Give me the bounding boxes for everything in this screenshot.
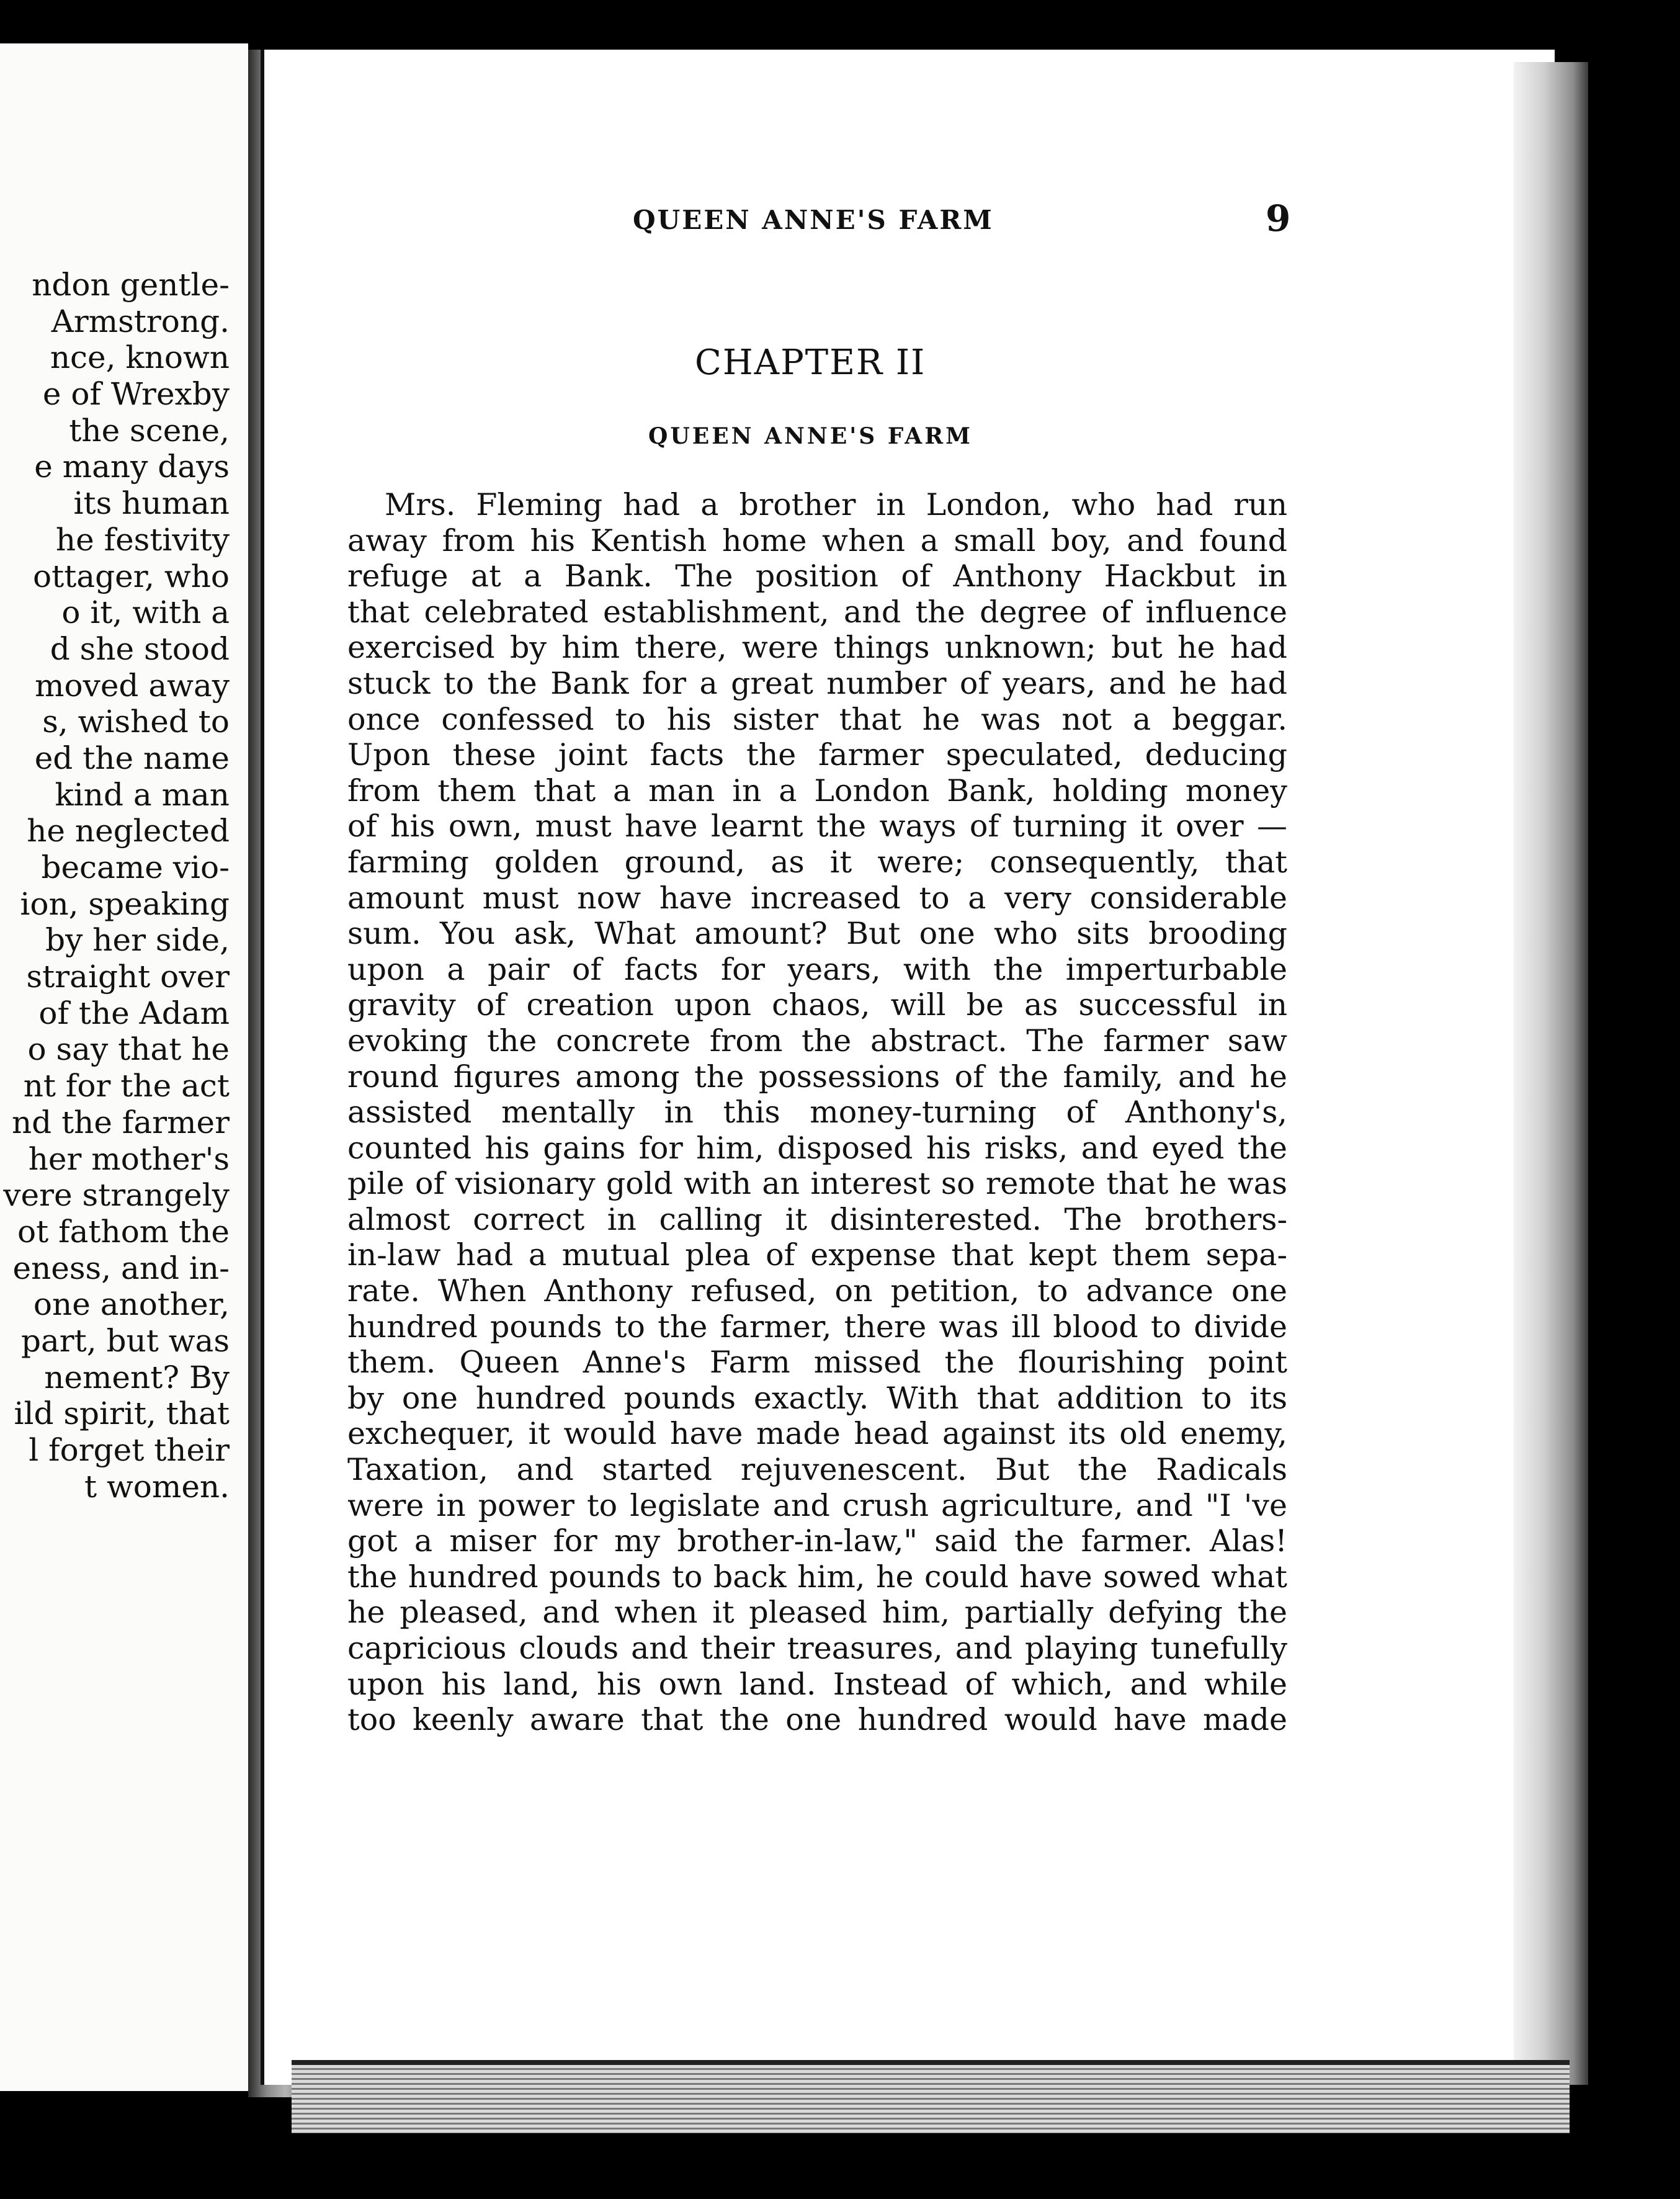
- body-text: [347, 487, 1287, 1738]
- body-line: the hundred pounds to back him, he could have sowed what: [347, 1559, 1287, 1595]
- chapter-title: CHAPTER II: [695, 343, 926, 383]
- left-page-line: nd the farmer: [11, 1104, 230, 1140]
- body-line: rate. When Anthony refused, on petition, to advance one: [347, 1273, 1287, 1309]
- left-page-line: l forget their: [29, 1432, 230, 1468]
- body-line: by one hundred pounds exactly. With that addition to its: [347, 1380, 1287, 1416]
- body-line: once confessed to his sister that he was not a beggar.: [347, 701, 1287, 737]
- page-fore-edge: [1514, 62, 1588, 2085]
- left-page-line: e many days: [34, 449, 230, 485]
- left-page-line: became vio-: [41, 849, 230, 885]
- left-page-line: straight over: [26, 959, 230, 995]
- page-bottom-edge: [292, 2060, 1570, 2133]
- left-page-line: the scene,: [69, 412, 230, 449]
- body-line: that celebrated establishment, and the degree of influence: [347, 594, 1287, 630]
- left-page-line: her mother's: [28, 1140, 230, 1177]
- body-line: were in power to legislate and crush agriculture, and "I 've: [347, 1487, 1287, 1523]
- body-line: Upon these joint facts the farmer speculated, deducing: [347, 737, 1287, 773]
- left-page-line: of the Adam: [38, 995, 230, 1031]
- body-line: exchequer, it would have made head against its old enemy,: [347, 1416, 1287, 1452]
- body-line: gravity of creation upon chaos, will be as successful in: [347, 987, 1287, 1023]
- body-line: upon a pair of facts for years, with the imperturbable: [347, 951, 1287, 987]
- body-line: he pleased, and when it pleased him, partially defying the: [347, 1595, 1287, 1631]
- body-line: hundred pounds to the farmer, there was ill blood to divide: [347, 1309, 1287, 1345]
- page-number: 9: [1266, 197, 1291, 240]
- body-line: farming golden ground, as it were; consequently, that: [347, 844, 1287, 880]
- body-line: evoking the concrete from the abstract. The farmer saw: [347, 1023, 1287, 1059]
- left-page-line: ndon gentle-: [32, 267, 230, 303]
- running-head: QUEEN ANNE'S FARM: [633, 205, 994, 235]
- left-page-line: kind a man: [55, 776, 230, 813]
- body-line: away from his Kentish home when a small boy, and found: [347, 522, 1287, 558]
- body-line: from them that a man in a London Bank, holding money: [347, 773, 1287, 808]
- left-page-line: by her side,: [45, 922, 230, 959]
- left-page: [0, 43, 248, 2091]
- body-line: of his own, must have learnt the ways of turning it over —: [347, 808, 1287, 844]
- left-page-line: he neglected: [27, 813, 230, 849]
- left-page-text: [0, 267, 230, 1505]
- left-page-line: o say that he: [27, 1031, 230, 1068]
- body-line: almost correct in calling it disinterested. The brothers-: [347, 1201, 1287, 1237]
- chapter-subtitle: QUEEN ANNE'S FARM: [648, 423, 973, 449]
- body-line: stuck to the Bank for a great number of years, and he had: [347, 665, 1287, 701]
- body-line: got a miser for my brother-in-law," said the farmer. Alas!: [347, 1523, 1287, 1559]
- left-page-line: he festivity: [55, 521, 230, 558]
- body-line: pile of visionary gold with an interest so remote that he was: [347, 1166, 1287, 1202]
- body-line: refuge at a Bank. The position of Anthony Hackbut in: [347, 558, 1287, 594]
- left-page-line: Armstrong.: [51, 303, 230, 339]
- body-line: in-law had a mutual plea of expense that kept them sepa-: [347, 1237, 1287, 1273]
- left-page-line: one another,: [33, 1286, 230, 1323]
- body-line: assisted mentally in this money-turning of Anthony's,: [347, 1095, 1287, 1131]
- left-page-line: d she stood: [50, 630, 230, 667]
- body-line: upon his land, his own land. Instead of which, and while: [347, 1666, 1287, 1702]
- body-line: counted his gains for him, disposed his risks, and eyed the: [347, 1130, 1287, 1166]
- left-page-line: ottager, who: [33, 558, 230, 594]
- left-page-line: nt for the act: [23, 1068, 230, 1104]
- body-line: capricious clouds and their treasures, and playing tunefully: [347, 1631, 1287, 1666]
- left-page-line: o it, with a: [61, 594, 230, 631]
- left-page-line: vere strangely: [3, 1177, 230, 1214]
- body-line: Taxation, and started rejuvenescent. But the Radicals: [347, 1452, 1287, 1488]
- left-page-line: nce, known: [50, 339, 230, 376]
- body-line: exercised by him there, were things unknown; but he had: [347, 630, 1287, 666]
- left-page-line: nement? By: [44, 1359, 230, 1395]
- left-page-line: part, but was: [20, 1322, 230, 1359]
- body-line: them. Queen Anne's Farm missed the flourishing point: [347, 1345, 1287, 1381]
- left-page-line: ild spirit, that: [14, 1395, 230, 1432]
- body-line: round figures among the possessions of the family, and he: [347, 1059, 1287, 1095]
- left-page-line: t women.: [84, 1468, 230, 1505]
- left-page-line: eness, and in-: [12, 1250, 230, 1286]
- left-page-line: s, wished to: [42, 704, 230, 740]
- body-line: Mrs. Fleming had a brother in London, who had run: [385, 487, 1287, 522]
- body-line: sum. You ask, What amount? But one who sits brooding: [347, 916, 1287, 952]
- left-page-line: ion, speaking: [20, 885, 230, 922]
- body-line: too keenly aware that the one hundred would have made: [347, 1702, 1287, 1738]
- body-line: amount must now have increased to a very considerable: [347, 880, 1287, 916]
- left-page-line: moved away: [35, 667, 230, 704]
- left-page-line: ed the name: [34, 740, 230, 776]
- left-page-line: e of Wrexby: [42, 376, 230, 413]
- left-page-line: its human: [73, 485, 230, 522]
- left-page-line: ot fathom the: [17, 1213, 230, 1250]
